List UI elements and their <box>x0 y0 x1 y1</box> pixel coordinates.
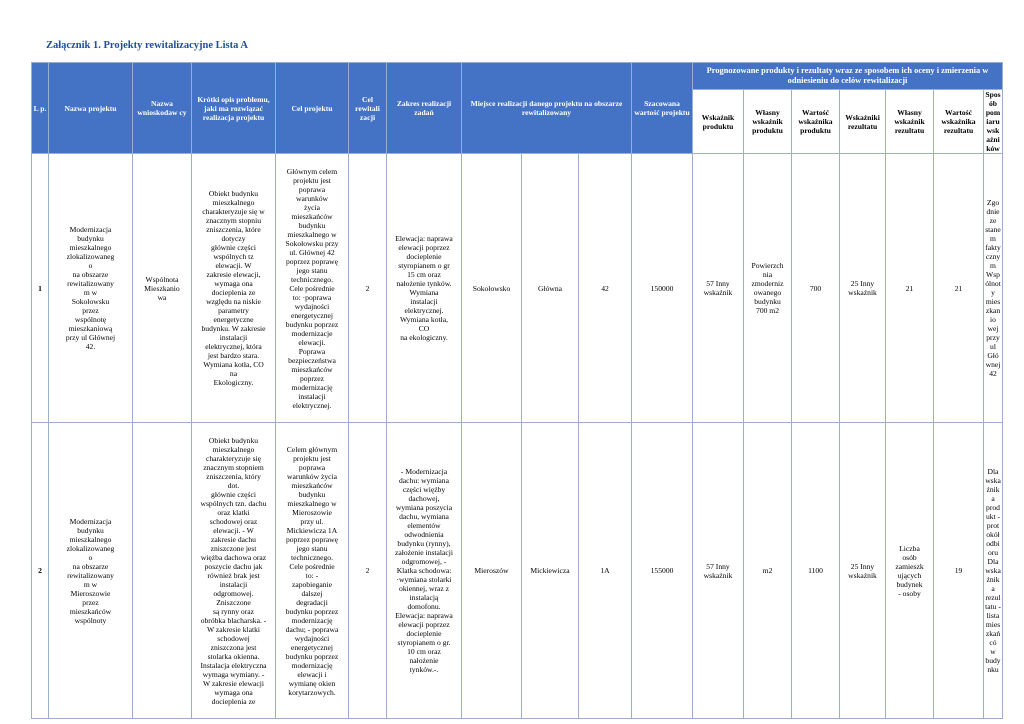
cell-sposob-pomiaru: Dla wskaźnika produkt - protokół odbioru Dla wskaźnika rezultatu - lista mieszkańcó w budynku <box>984 423 1003 719</box>
table-row <box>32 423 1003 719</box>
cell-wartosc-wskaznika-rezultatu: 19 <box>934 423 984 719</box>
projects-table <box>31 62 1003 719</box>
cell-wnioskodawca: Wspólnota Mieszkanio wa <box>133 154 192 423</box>
subheader-wartosc-wskaznika-produktu: Wartość wskaźnika produktu <box>792 90 840 154</box>
subheader-wartosc-wskaznika-rezultatu: Wartość wskaźnika rezultatu <box>934 90 984 154</box>
cell-zakres: Elewacja: naprawa elewacji poprzez docieplenie styropianem o gr 15 cm oraz nałożenie tynków. Wymiana instalacji elektrycznej. Wymiana kotła, CO na ekologiczny. <box>387 154 462 423</box>
header-miejsce: Miejsce realizacji danego projektu na obszarze rewitalizowany <box>462 63 632 154</box>
cell-cel-projektu: Celem głównym projektu jest poprawa warunków życia mieszkańców budynku mieszkalnego w Mieroszowie przy ul. Mickiewicza 1A poprzez poprawę jego stanu technicznego. Cele pośrednie to: - zapobieganie dalszej degradacji budynku poprzez modernizację dachu; - poprawa wydajności energetycznej budynku poprzez modernizację elewacji i wymianę okien korytarzowych. <box>276 423 349 719</box>
cell-wartosc: 155000 <box>632 423 693 719</box>
header-wartosc: Szacowana wartość projektu <box>632 63 693 154</box>
table-row <box>32 154 1003 423</box>
cell-cel-projektu: Głównym celem projektu jest poprawa warunków życia mieszkańców budynku mieszkalnego w Sokołowsku przy ul. Głównej 42 poprzez poprawę jego stanu technicznego. Cele pośrednie to: ·poprawa wydajności energetycznej budynku poprzez modernizacje elewacji. Poprawa bezpieczeństwa mieszkańców poprzez modernizację instalacji elektrycznej. <box>276 154 349 423</box>
cell-wlasny-wskaznik-produktu: m2 <box>744 423 792 719</box>
header-cel-projektu: Cel projektu <box>276 63 349 154</box>
cell-wlasny-wskaznik-produktu: Powierzch nia zmoderniz owanego budynku 700 m2 <box>744 154 792 423</box>
cell-wskaznik-produktu: 57 Inny wskaźnik <box>693 423 744 719</box>
header-nazwa-projektu: Nazwa projektu <box>49 63 133 154</box>
header-krotki-opis: Krótki opis problemu, jaki ma rozwiązać realizacja projektu <box>192 63 276 154</box>
subheader-wskazniki-rezultatu: Wskaźniki rezultatu <box>840 90 886 154</box>
cell-sposob-pomiaru: Zgodnie ze stanem faktycznym Wspólnoty mieszkanio wej przy ul Głównej 42 <box>984 154 1003 423</box>
cell-wlasny-wskaznik-rezultatu: 21 <box>886 154 934 423</box>
cell-zakres: - Modernizacja dachu: wymiana części więźby dachowej, wymiana poszycia dachu, wymiana elementów odwodnienia budynku (rynny), założenie instalacji odgromowej, - Klatka schodowa: ·wymiana stolarki okiennej, wraz z instalacją domofonu. Elewacja: naprawa elewacji poprzez docieplenie styropianem o gr. 10 cm oraz nałożenie tynków.-. <box>387 423 462 719</box>
subheader-wskaznik-produktu: Wskaźnik produktu <box>693 90 744 154</box>
cell-wlasny-wskaznik-rezultatu: Liczba osób zamieszk ujących budynek - osoby <box>886 423 934 719</box>
cell-ulica: Główna <box>522 154 579 423</box>
cell-ulica: Mickiewicza <box>522 423 579 719</box>
subheader-sposob-pomiaru: Sposób pomiaru wskaźników <box>985 90 1001 153</box>
cell-numer: 1A <box>579 423 632 719</box>
header-nazwa-wnioskodawcy: Nazwa wnioskodaw cy <box>133 63 192 154</box>
cell-numer: 42 <box>579 154 632 423</box>
header-row <box>32 63 1003 90</box>
cell-opis: Obiekt budynku mieszkalnego charakteryzuje się w znacznym stopniu zniszczenia, które dotyczy głównie części wspólnych tz elewacji. W zakresie elewacji, wymaga ona docieplenia ze względu na niskie parametry energetyczne budynku. W zakresie instalacji elektrycznej, która jest bardzo stara. Wymiana kotła, CO na Ekologiczny. <box>192 154 276 423</box>
cell-wskaznik-rezultatu: 25 Inny wskaźnik <box>840 423 886 719</box>
cell-cel-rewitalizacji: 2 <box>349 154 387 423</box>
header-cel-rewitalizacji: Cel rewitali zacji <box>349 63 387 154</box>
cell-nazwa-projektu: Modernizacja budynku mieszkalnego zlokalizowaneg o na obszarze rewitalizowany m w Sokołowsku przez wspólnotę mieszkaniową przy ul Głównej 42. <box>49 154 133 423</box>
cell-miejscowosc: Sokołowsko <box>462 154 522 423</box>
cell-wskaznik-produktu: 57 Inny wskaźnik <box>693 154 744 423</box>
subheader-wlasny-wskaznik-produktu: Własny wskaźnik produktu <box>744 90 792 154</box>
subheader-wlasny-wskaznik-rezultatu: Własny wskaźnik rezultatu <box>886 90 934 154</box>
cell-wartosc-wskaznika-produktu: 1100 <box>792 423 840 719</box>
cell-wartosc-wskaznika-produktu: 700 <box>792 154 840 423</box>
document-title: Załącznik 1. Projekty rewitalizacyjne Lista A <box>46 40 249 51</box>
cell-wartosc-wskaznika-rezultatu: 21 <box>934 154 984 423</box>
cell-cel-rewitalizacji: 2 <box>349 423 387 719</box>
cell-wnioskodawca <box>133 423 192 719</box>
cell-wartosc: 150000 <box>632 154 693 423</box>
cell-wskaznik-rezultatu: 25 Inny wskaźnik <box>840 154 886 423</box>
header-prognozowane: Prognozowane produkty i rezultaty wraz ze sposobem ich oceny i zmierzenia w odniesieniu do celów rewitalizacji <box>693 63 1003 90</box>
cell-miejscowosc: Mieroszów <box>462 423 522 719</box>
cell-nazwa-projektu: Modernizacja budynku mieszkalnego zlokalizowaneg o na obszarze rewitalizowany m w Mieroszowie przez mieszkańców wspólnoty <box>49 423 133 719</box>
header-lp: L p. <box>32 63 49 154</box>
header-zakres: Zakres realizacji zadań <box>387 63 462 154</box>
cell-lp: 2 <box>32 423 49 719</box>
cell-opis: Obiekt budynku mieszkalnego charakteryzuje się znacznym stopniem zniszczenia, który dot. głównie części wspólnych tzn. dachu oraz klatki schodowej oraz elewacji. - W zakresie dachu zniszczone jest więżba dachowa oraz poszycie dachu jak również brak jest instalacji odgromowej. Zniszczone są rynny oraz obróbka blacharska. - W zakresie klatki schodowej zniszczona jest stolarka okienna. Instalacja elektryczna wymaga wymiany. - W zakresie elewacji wymaga ona docieplenia ze <box>192 423 276 719</box>
cell-lp: 1 <box>32 154 49 423</box>
